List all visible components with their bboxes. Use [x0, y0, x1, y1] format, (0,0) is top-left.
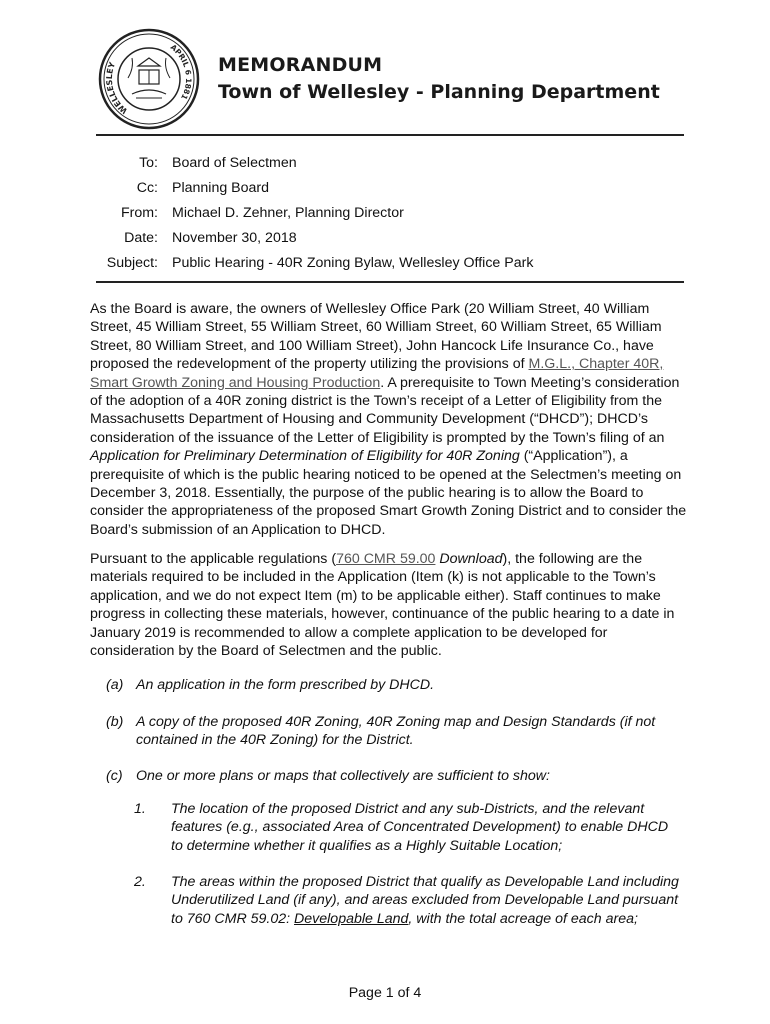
memo-field-value: Public Hearing - 40R Zoning Bylaw, Wellesley Office Park: [172, 255, 534, 271]
download-link[interactable]: Download: [435, 551, 503, 567]
memo-field-label: Cc:: [136, 180, 158, 196]
memo-field-value: November 30, 2018: [172, 230, 297, 246]
department-title: Town of Wellesley - Planning Department: [218, 81, 660, 103]
paragraph-2: Pursuant to the applicable regulations (760 CMR 59.00 Download), the following are the materials required to be included in the Application (Item (k) is not applicable to the Town’s application, and we do not expect Item (m) to be applicable either). Staff continues to make progress in collecting these materials, however, continuance of the public hearing to a date in January 2019 is recommended to allow a complete application to be developed for consideration by the Board of Selectmen and the public.: [90, 551, 675, 660]
760-cmr-link[interactable]: 760 CMR 59.00: [336, 551, 436, 567]
subject-divider: [96, 281, 684, 283]
seal-text-left: WELLESLEY: [104, 61, 130, 116]
memo-field-value: Planning Board: [172, 180, 270, 196]
paragraph-1: As the Board is aware, the owners of Wellesley Office Park (20 William Street, 40 William Street, 45 William Street, 55 William Street, 60 William Street, 60 William Street, 65 William Street, 80 William Street, and 100 William Street), John Hancock Life Insurance Co., have proposed the redevelopment of the property utilizing the provisions of M.G.L., Chapter 40R, Smart Growth Zoning and Housing Production. A prerequisite to Town Meeting’s consideration of the adoption of a 40R zoning district is the Town’s receipt of a Letter of Eligibility from the Massachusetts Department of Housing and Community Development (“DHCD”); DHCD’s consideration of the issuance of the Letter of Eligibility is prompted by the Town’s filing of an Application for Preliminary Determination of Eligibility for 40R Zoning (“Application”), a prerequisite of which is the public hearing noticed to be opened at the Selectmen’s meeting on December 3, 2018. Essentially, the purpose of the public hearing is to allow the Board to consider the appropriateness of the proposed Smart Growth Zoning District and to consider the Board’s submission of an Application to DHCD.: [90, 301, 687, 538]
list-item-a: (a) An application in the form prescribed by DHCD.: [106, 677, 435, 693]
list-item-b: (b) A copy of the proposed 40R Zoning, 40R Zoning map and Design Standards (if not contained in the 40R Zoning) for the District.: [106, 714, 656, 749]
memo-field-row: [90, 205, 690, 225]
town-seal: [98, 28, 200, 130]
page-number: Page 1 of 4: [348, 985, 422, 1001]
mgl-40r-link[interactable]: M.G.L., Chapter 40R, Smart Growth Zoning and Housing Production: [90, 356, 664, 391]
memo-field-label: From:: [120, 205, 158, 221]
memo-field-value: Board of Selectmen: [172, 155, 297, 171]
memo-field-value: Michael D. Zehner, Planning Director: [172, 205, 404, 221]
sub-item-2: 2. The areas within the proposed District that qualify as Developable Land including Underutilized Land (if any), and areas excluded from Developable Land pursuant to 760 CMR 59.02: Developable Land, with the total acreage of each area;: [134, 874, 679, 927]
seal-text-right: APRIL 6 1881: [168, 42, 194, 102]
memo-field-row: [90, 230, 690, 250]
header-divider: [96, 134, 684, 136]
memo-field-row: [90, 255, 690, 275]
list-item-c: (c) One or more plans or maps that collectively are sufficient to show:: [106, 768, 550, 784]
memo-field-label: Date:: [124, 230, 158, 246]
memo-field-row: [90, 180, 690, 200]
memo-field-label: Subject:: [106, 255, 158, 271]
memo-field-row: [90, 155, 690, 175]
memo-field-label: To:: [139, 155, 158, 171]
sub-item-1: 1. The location of the proposed District and any sub-Districts, and the relevant features (e.g., associated Area of Concentrated Development) to enable DHCD to determine whether it qualifies as a Highly Suitable Location;: [134, 801, 669, 854]
memo-title: MEMORANDUM: [218, 54, 383, 76]
